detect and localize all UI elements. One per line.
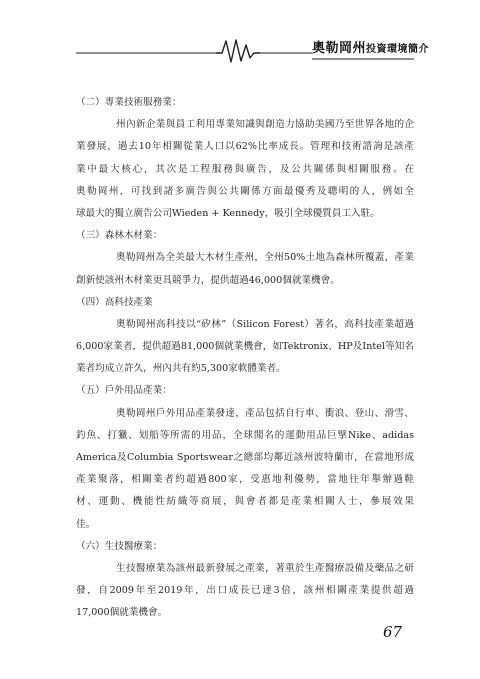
paragraph-line: 產業聚落，相關業者約超過800家，受惠地利優勢，當地往年舉辦過鞋	[76, 474, 414, 486]
paragraph-line: 創新使該州木材業更具競爭力，提供超過46,000個就業機會。	[76, 274, 340, 286]
paragraph-line: America及Columbia Sportswear之總部均鄰近該州波特蘭市，在當地形成	[76, 452, 414, 463]
paragraph-line: 業中最大核心，其次是工程服務與廣告，及公共關係與相關服務。在	[76, 163, 414, 175]
paragraph-line: 材、運動、機能性紡織等商展，與會者都是產業相關人士，參展效果	[76, 496, 414, 508]
paragraph-line: 佳。	[76, 518, 96, 530]
page-number: 67	[383, 623, 403, 641]
document-body	[76, 92, 414, 625]
paragraph-line: 釣魚、打獵、划船等所需的用品，全球聞名的運動用品巨擘Nike、adidas	[76, 429, 414, 441]
section-heading: （二）專業技術服務業：	[76, 97, 182, 108]
section-biotech-medical	[76, 536, 414, 625]
page-header	[0, 0, 480, 70]
paragraph-line: 州內新企業與員工利用專業知識與創造力協助美國乃至世界各地的企	[116, 119, 414, 131]
paragraph-line: 業發展，過去10年相關從業人口以62%比率成長。管理和技術諮詢是該產	[76, 141, 414, 153]
section-heading: （六）生技醫療業：	[76, 540, 163, 552]
header-title-sub: 投資環境簡介	[366, 44, 430, 55]
paragraph-line: 17,000個就業機會。	[76, 607, 168, 619]
header-title	[312, 40, 429, 58]
section-outdoor-products	[76, 380, 414, 535]
paragraph-line: 奧勒岡州為全美最大木材生產州，全州50%土地為森林所覆蓋，產業	[116, 252, 414, 264]
paragraph-line: 奧勒岡州戶外用品產業發達，產品包括自行車、衝浪、登山、滑雪、	[116, 407, 414, 419]
paragraph-line: 奧勒岡州高科技以“矽林”（Silicon Forest）著名，高科技產業超過	[116, 318, 414, 330]
paragraph-line: 奧勒岡州，可找到諸多廣告與公共關係方面最優秀及聰明的人，例如全	[76, 185, 414, 197]
heartbeat-line-icon	[0, 0, 480, 70]
paragraph-line: 6,000家業者，提供超過81,000個就業機會，如Tektronix、HP及Intel等知名	[76, 341, 414, 353]
paragraph-line: 球最大的獨立廣告公司Wieden + Kennedy，吸引全球優質員工入駐。	[76, 207, 380, 219]
section-forestry	[76, 225, 414, 292]
section-professional-services	[76, 92, 414, 225]
paragraph-line: 生技醫療業為該州最新發展之產業，著重於生產醫療設備及藥品之研	[116, 562, 414, 574]
section-heading: （五）戶外用品產業：	[76, 385, 172, 397]
header-title-main: 奧勒岡州	[312, 41, 367, 56]
section-heading: （三）森林木材業：	[76, 230, 163, 242]
section-heading: （四）高科技產業	[76, 296, 153, 308]
paragraph-line: 業者均成立許久，州內共有約5,300家軟體業者。	[76, 363, 286, 375]
paragraph-line: 發，自2009年至2019年，出口成長已達3倍，該州相關產業提供超過	[76, 585, 414, 597]
section-high-tech	[76, 292, 414, 381]
